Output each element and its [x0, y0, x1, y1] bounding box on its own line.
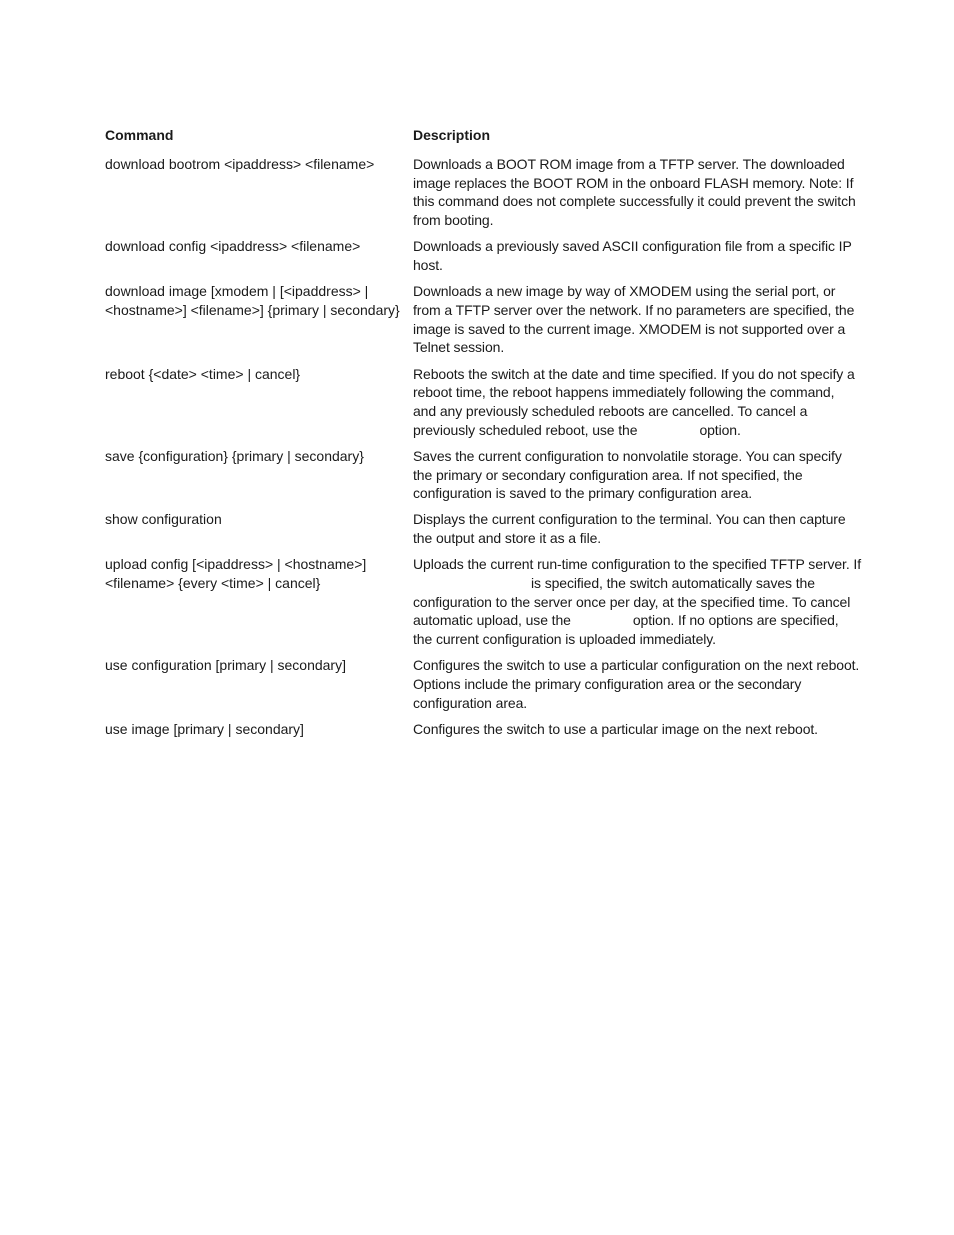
header-description: Description	[413, 127, 491, 143]
command-table	[105, 126, 865, 746]
command-cell: download image [xmodem | [<ipaddress> | <hostname>] <filename>] {primary | secondary}	[105, 283, 400, 318]
table-row	[105, 447, 865, 503]
description-cell: Downloads a BOOT ROM image from a TFTP server. The downloaded image replaces the BOOT ROM in the onboard FLASH memory. Note: If this command does not complete successfully it could prevent the switch from booting.	[413, 156, 856, 229]
command-cell: upload config [<ipaddress> | <hostname>] <filename> {every <time> | cancel}	[105, 556, 367, 592]
description-text-part: Uploads the current run-time configuration to the specified TFTP server. If	[413, 556, 861, 573]
description-text-part: option. If no options are specified, the current configuration is uploaded immediately.	[413, 612, 839, 648]
description-cell	[413, 365, 861, 440]
table-row	[105, 237, 865, 274]
description-text-part: option.	[699, 421, 741, 438]
table-header	[105, 126, 865, 145]
table-row	[105, 720, 865, 739]
table-row	[105, 555, 865, 649]
description-cell: Configures the switch to use a particular configuration on the next reboot. Options include the primary configuration area or the secondary configuration area.	[413, 657, 860, 711]
command-cell: download bootrom <ipaddress> <filename>	[105, 156, 375, 172]
description-cell: Displays the current configuration to the terminal. You can then capture the output and store it as a file.	[413, 511, 846, 547]
table-row	[105, 510, 865, 547]
table-row	[105, 282, 865, 357]
command-cell: show configuration	[105, 511, 222, 528]
header-command: Command	[105, 127, 174, 143]
description-cell: Downloads a new image by way of XMODEM using the serial port, or from a TFTP server over the network. If no parameters are specified, the image is saved to the current image. XMODEM is not supported over a Telnet session.	[413, 283, 855, 356]
command-cell: download config <ipaddress> <filename>	[105, 238, 361, 255]
command-cell: use configuration [primary | secondary]	[105, 657, 346, 674]
description-cell: Downloads a previously saved ASCII configuration file from a specific IP host.	[413, 238, 852, 274]
description-text-part: Reboots the switch at the date and time specified. If you do not specify a reboot time, the reboot happens immediately following the command, and any previously scheduled reboots are cancelled. To cancel a previously scheduled reboot, use the	[413, 365, 855, 438]
table-row	[105, 656, 865, 712]
description-cell: Saves the current configuration to nonvolatile storage. You can specify the primary or secondary configuration area. If not specified, the configuration is saved to the primary configuration area.	[413, 447, 842, 502]
description-cell: Configures the switch to use a particular image on the next reboot.	[413, 720, 818, 737]
command-cell: reboot {<date> <time> | cancel}	[105, 365, 301, 382]
command-cell: save {configuration} {primary | secondary}	[105, 447, 364, 464]
table-row	[105, 365, 865, 440]
command-cell: use image [primary | secondary]	[105, 720, 304, 737]
table-row	[105, 155, 865, 230]
description-text-part: is specified, the switch automatically saves the configuration to the server once per day, at the specified time. To cancel automatic upload, use the	[413, 575, 851, 629]
description-cell	[413, 555, 861, 649]
